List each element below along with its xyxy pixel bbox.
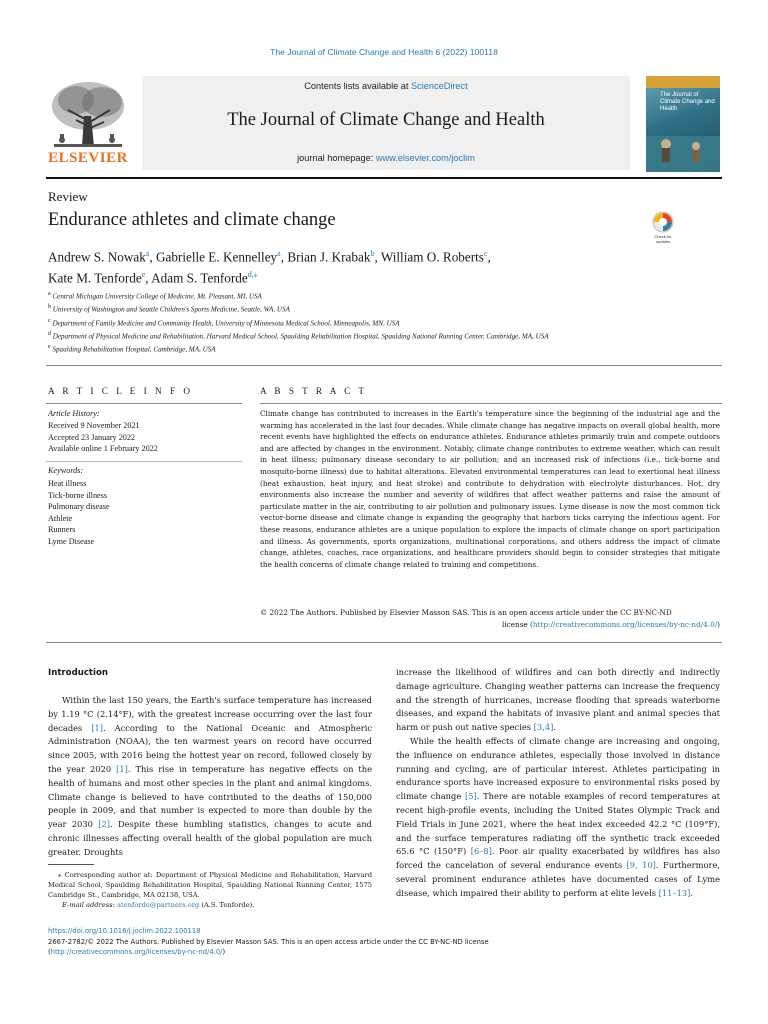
affiliation-item [48, 329, 648, 342]
affiliations-rule [46, 365, 722, 366]
author-affiliation-mark[interactable]: a [277, 249, 281, 258]
author-name[interactable]: Andrew S. Nowak [48, 249, 146, 265]
article-history [48, 420, 158, 455]
header-rule [46, 177, 722, 179]
body-paragraph [48, 694, 372, 860]
body-text: . [553, 722, 556, 733]
affiliation-item [48, 302, 648, 315]
affiliation-label: a [48, 291, 51, 297]
abstract-heading: A B S T R A C T [260, 386, 368, 396]
body-text: . Furthermore, several prominent endurance athletes have documented cases of Lyme disease, which impaired their ability to perform at elite levels [396, 860, 720, 898]
author-separator: , [487, 249, 491, 265]
body-text: . [690, 887, 694, 898]
body-text: . According to the National Oceanic and Atmospheric Administration (NOAA), the ten warmest years on record have occurred since 2005, with 2016 being the hottest year on record, followed closely by the year 2020 [48, 722, 372, 774]
history-item: Received 9 November 2021 [48, 421, 140, 430]
author-name[interactable]: Brian J. Krabak [287, 249, 371, 265]
introduction-heading: Introduction [48, 668, 109, 678]
abstract-text: Climate change has contributed to increases in the Earth's temperature since the beginning of the industrial age and the warming has accelerated in the last four decades. While climate change has negative impacts on overall global health, more recent events have highlighted the effects on endurance athletes. Endurance athletes primarily train and compete outdoors and are affected by changes in the environment. Notably, climate change contributes to extreme weather, which can result in heat illness; pulmonary disease secondary to air pollution; and an increased risk of infections (i.e., tick-borne and mosquito-borne illness) due to habitat alterations. Elevated environmental temperatures can lead to exertional heat illness (heat exhaustion, heat injury, and heat stroke) and contribute to dehydration with electrolyte disturbances. Hot, dry environments also increase the number and severity of wildfires that affect weather patterns and raise the amount of particulate matter in the air, contributing to air pollution and pulmonary issues. Lyme disease is now the most common tick vector-borne disease and climate change is expanding the geography that harbors ticks carrying the infectious agent. For these reasons, endurance athletes are a unique population to explore the impacts of climate change on sport participation and illness. As governments, sports organizations, multinational corporations, and others address the impact of climate change, athletes, coaches, race organizations, and healthcare providers should begin to consider strategies that mitigate the health concerns of climate change related to training and competitions. [260, 409, 720, 569]
contents-prefix: Contents lists available at [304, 81, 412, 91]
keyword-list [48, 478, 110, 548]
affiliation-text: Central Michigan University College of Medicine, Mt. Pleasant, MI, USA [52, 292, 262, 301]
author-separator: , [280, 249, 288, 265]
cover-title: The Journal of Climate Change and Health [660, 92, 715, 112]
citation-link[interactable]: [5] [465, 791, 477, 802]
affiliation-label: c [48, 317, 51, 324]
affiliation-label: e [48, 344, 51, 351]
article-title: Endurance athletes and climate change [48, 210, 336, 230]
body-paragraph [396, 735, 720, 901]
journal-homepage-link[interactable]: www.elsevier.com/joclim [375, 153, 475, 163]
homepage-prefix: journal homepage: [297, 153, 376, 163]
email-link[interactable]: atenforde@partners.org [116, 901, 200, 909]
abstract-license-line [260, 619, 720, 631]
author-separator: , [149, 249, 156, 265]
abstract-copyright: © 2022 The Authors. Published by Elsevier Masson SAS. This is an open access article under the CC BY-NC-ND [260, 608, 672, 617]
affiliations [48, 289, 648, 356]
author-separator: , [145, 270, 152, 286]
email-label: E-mail address: [62, 901, 117, 909]
keyword-item: Tick-borne illness [48, 490, 108, 500]
history-item: Accepted 23 January 2022 [48, 432, 136, 442]
keywords-heading: Keywords: [48, 466, 84, 475]
affiliation-item [48, 289, 648, 302]
footer-license-line: (http://creativecommons.org/licenses/by-nc-nd/4.0/) [48, 948, 226, 956]
crossmark-label: Check for [654, 234, 672, 239]
affiliation-text: Department of Physical Medicine and Rehabilitation, Harvard Medical School, Spaulding Rehabilitation Hospital, Spaulding National Running Center, Cambridge, MA, USA [52, 332, 549, 341]
author-affiliation-mark[interactable]: a [145, 249, 150, 258]
keyword-item: Heat illness [48, 479, 87, 488]
cover-image-icon [646, 76, 720, 172]
corresponding-author-note: ⁎ Corresponding author at: Department of Physical Medicine and Rehabilitation, Harvard Medical School, Spaulding Rehabilitation Hospital, Spaulding National Running Center, 1575 Cambridge St., Cambridge, MA 02138, USA. [48, 871, 372, 899]
keyword-item: Lyme Disease [48, 536, 95, 546]
body-column-left [48, 694, 372, 860]
author-affiliation-mark[interactable]: c [483, 249, 488, 258]
affiliation-text: University of Washington and Seattle Children's Sports Medicine, Seattle, WA, USA [52, 305, 290, 314]
affiliation-label: b [48, 304, 51, 311]
author-line-2 [48, 266, 648, 287]
keyword-item: Athlete [48, 513, 73, 523]
article-type: Review [48, 189, 88, 204]
author-line-1 [48, 245, 648, 266]
history-item: Available online 1 February 2022 [48, 444, 158, 453]
affiliation-item [48, 342, 648, 355]
license-link[interactable]: http://creativecommons.org/licenses/by-nc-nd/4.0/ [532, 619, 718, 629]
abstract-rule [260, 403, 722, 404]
doi-link[interactable]: https://doi.org/10.1016/j.joclim.2022.100118 [48, 927, 201, 935]
running-head[interactable]: The Journal of Climate Change and Health 6 (2022) 100118 [270, 47, 498, 57]
check-for-updates-icon[interactable] [650, 211, 676, 249]
citation-link[interactable]: [9, 10] [626, 860, 656, 871]
body-text: . Poor air quality exacerbated by wildfires has also forced the cancelation of several endurance events [396, 846, 720, 871]
citation-link[interactable]: [3,4] [533, 722, 554, 733]
footnote-rule [48, 864, 94, 865]
keyword-item: Runners [48, 525, 76, 535]
citation-link[interactable]: [2] [98, 819, 111, 830]
footnote [48, 870, 372, 910]
body-text: increase the likelihood of wildfires and can both directly and indirectly damage agriculture. Changing weather patterns can increase the frequency and the strength of hurricanes, increase flooding that spreads waterborne diseases, and expand the habitats of invasive plant and animal species that harm or push out native species [396, 667, 720, 733]
article-info-rule [46, 403, 242, 404]
license-prefix: license ( [502, 619, 533, 629]
author-separator: , [374, 249, 381, 265]
citation-link[interactable]: [1] [91, 722, 104, 733]
keywords-rule [46, 461, 242, 462]
author-affiliation-mark[interactable]: e [141, 269, 146, 279]
elsevier-wordmark: ELSEVIER [48, 150, 128, 166]
citation-link[interactable]: [11–13] [658, 887, 691, 898]
body-text: . This rise in temperature has negative effects on the health of humans and most other species in the plant and animal kingdoms. Climate change is believed to have contributed to the deaths of 150,000 people in 2009, and that number is expected to more than double by the year 2030 [48, 763, 373, 830]
body-text: While the health effects of climate change are increasing and ongoing, the influence on endurance athletes, especially those involved in distance running and cycling, are of particular interest. Athletes participating in endurance sports have increased exposure to environmental risks posed by climate change [396, 735, 720, 802]
body-paragraph [396, 666, 720, 735]
article-history-heading: Article History: [48, 409, 100, 418]
journal-name: The Journal of Climate Change and Health [227, 110, 545, 130]
contents-line [142, 81, 630, 91]
affiliation-label: d [48, 331, 51, 338]
body-text: Within the last 150 years, the Earth's surface temperature has increased by 1.19 °C (2.14°F), with the greatest increase occurring over the last four decades [48, 695, 372, 733]
body-column-right [396, 666, 720, 901]
article-info-heading: A R T I C L E I N F O [48, 386, 194, 396]
body-text: . There are notable examples of record temperatures at recent high-profile events, including the United States Olympic Track and Field Trials in June 2021, where the heat index exceeded 42.2 °C (109°F), and the surface temperatures radiating off the synthetic track exceeded 65.6 °C (150°F) [396, 791, 721, 857]
affiliation-text: Department of Family Medicine and Community Health, University of Minnesota Medical School, Minneapolis, MN, USA [52, 319, 400, 328]
page-footer [48, 926, 728, 958]
citation-link[interactable]: [6–8] [470, 846, 492, 857]
issn-line: 2667-2782/© 2022 The Authors. Published by Elsevier Masson SAS. This is an open access article under the CC BY-NC-ND license [48, 937, 489, 946]
license-suffix: ) [717, 619, 720, 629]
sciencedirect-link[interactable]: ScienceDirect [411, 81, 468, 91]
author-name[interactable]: Adam S. Tenforde [151, 270, 248, 286]
author-affiliation-mark[interactable]: b [370, 249, 375, 258]
body-text: . Despite these humbling statistics, changes to acute and chronic illnesses affecting overall health of the global population are much greater. Droughts [48, 819, 372, 857]
homepage-line [142, 153, 630, 163]
author-list [48, 245, 648, 287]
email-suffix: (A.S. Tenforde). [199, 901, 255, 909]
author-name[interactable]: Gabrielle E. Kennelley [155, 249, 278, 265]
affiliation-item [48, 316, 648, 329]
footer-license-link[interactable]: http://creativecommons.org/licenses/by-nc-nd/4.0/ [50, 948, 223, 956]
email-line [48, 900, 372, 910]
author-name[interactable]: Kate M. Tenforde [48, 270, 142, 286]
affiliation-text: Spaulding Rehabilitation Hospital, Cambridge, MA, USA [52, 345, 216, 354]
abstract-license [260, 607, 720, 630]
corresponding-author-mark[interactable]: d,⁎ [247, 269, 258, 279]
svg-text:updates: updates [655, 239, 671, 244]
keyword-item: Pulmonary disease [48, 502, 110, 512]
journal-cover-thumbnail[interactable] [646, 76, 720, 172]
abstract-end-rule [46, 642, 722, 643]
citation-link[interactable]: [1] [116, 763, 128, 774]
author-name[interactable]: William O. Roberts [380, 249, 484, 265]
